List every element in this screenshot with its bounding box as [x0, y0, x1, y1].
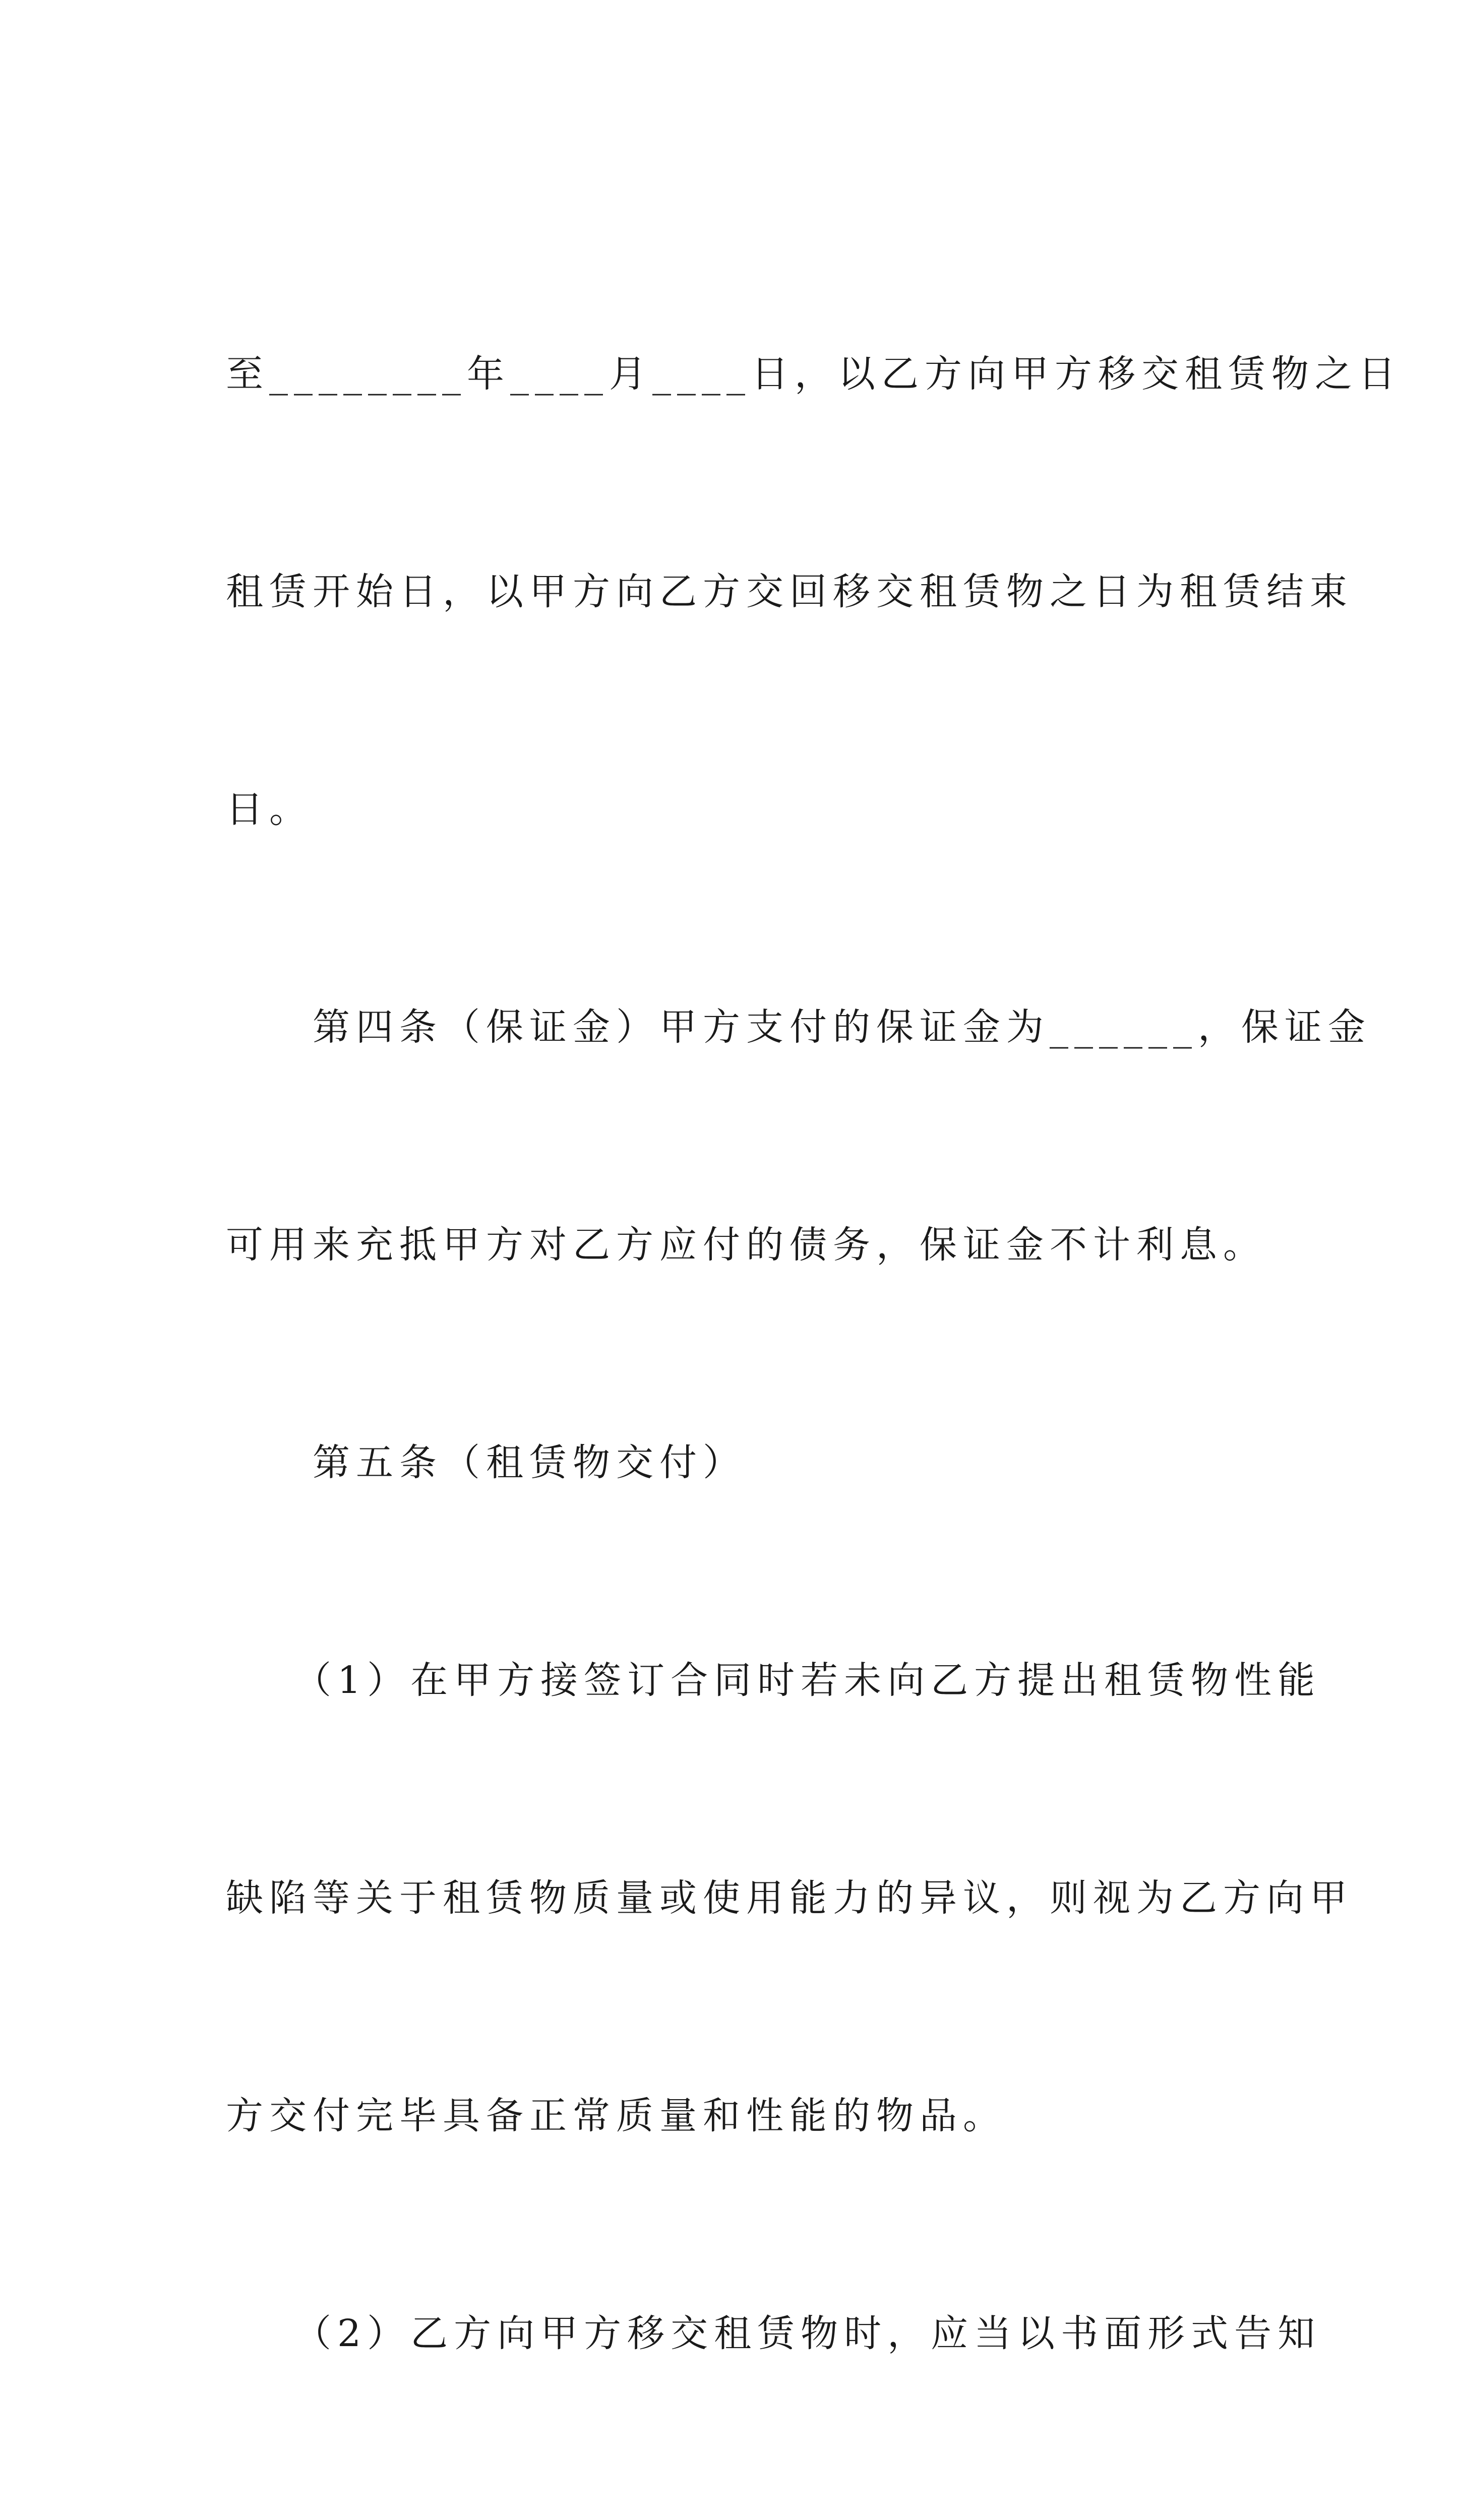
text-line: 可用来充抵甲方对乙方应付的债务，保证金不计利息。: [226, 1223, 1266, 1267]
text-line: [226, 2515, 1254, 2520]
text-line: 第五条（租赁物交付）: [226, 1441, 746, 1484]
text-line: 租赁开始日，以甲方向乙方交回移交租赁物之日为租赁结束: [226, 570, 1353, 613]
body-text: [226, 193, 1402, 2520]
text-line: 缺陷等关于租赁物质量或使用能力的异议，则视为乙方向甲: [226, 1876, 1353, 1920]
text-line: 第四条（保证金）甲方支付的保证金为______，保证金: [226, 1005, 1371, 1049]
text-line: （2）乙方向甲方移交租赁物时，应当以书面形式告知: [226, 2312, 1321, 2355]
text-line: 至________年____月____日，以乙方向甲方移交租赁物之日: [226, 352, 1402, 396]
text-line: 方交付完毕具备正常质量和性能的物品。: [226, 2094, 1006, 2137]
text-line: （1）在甲方接签订合同时若未向乙方提出租赁物性能: [226, 1659, 1321, 1702]
text-line: 日。: [226, 788, 313, 831]
